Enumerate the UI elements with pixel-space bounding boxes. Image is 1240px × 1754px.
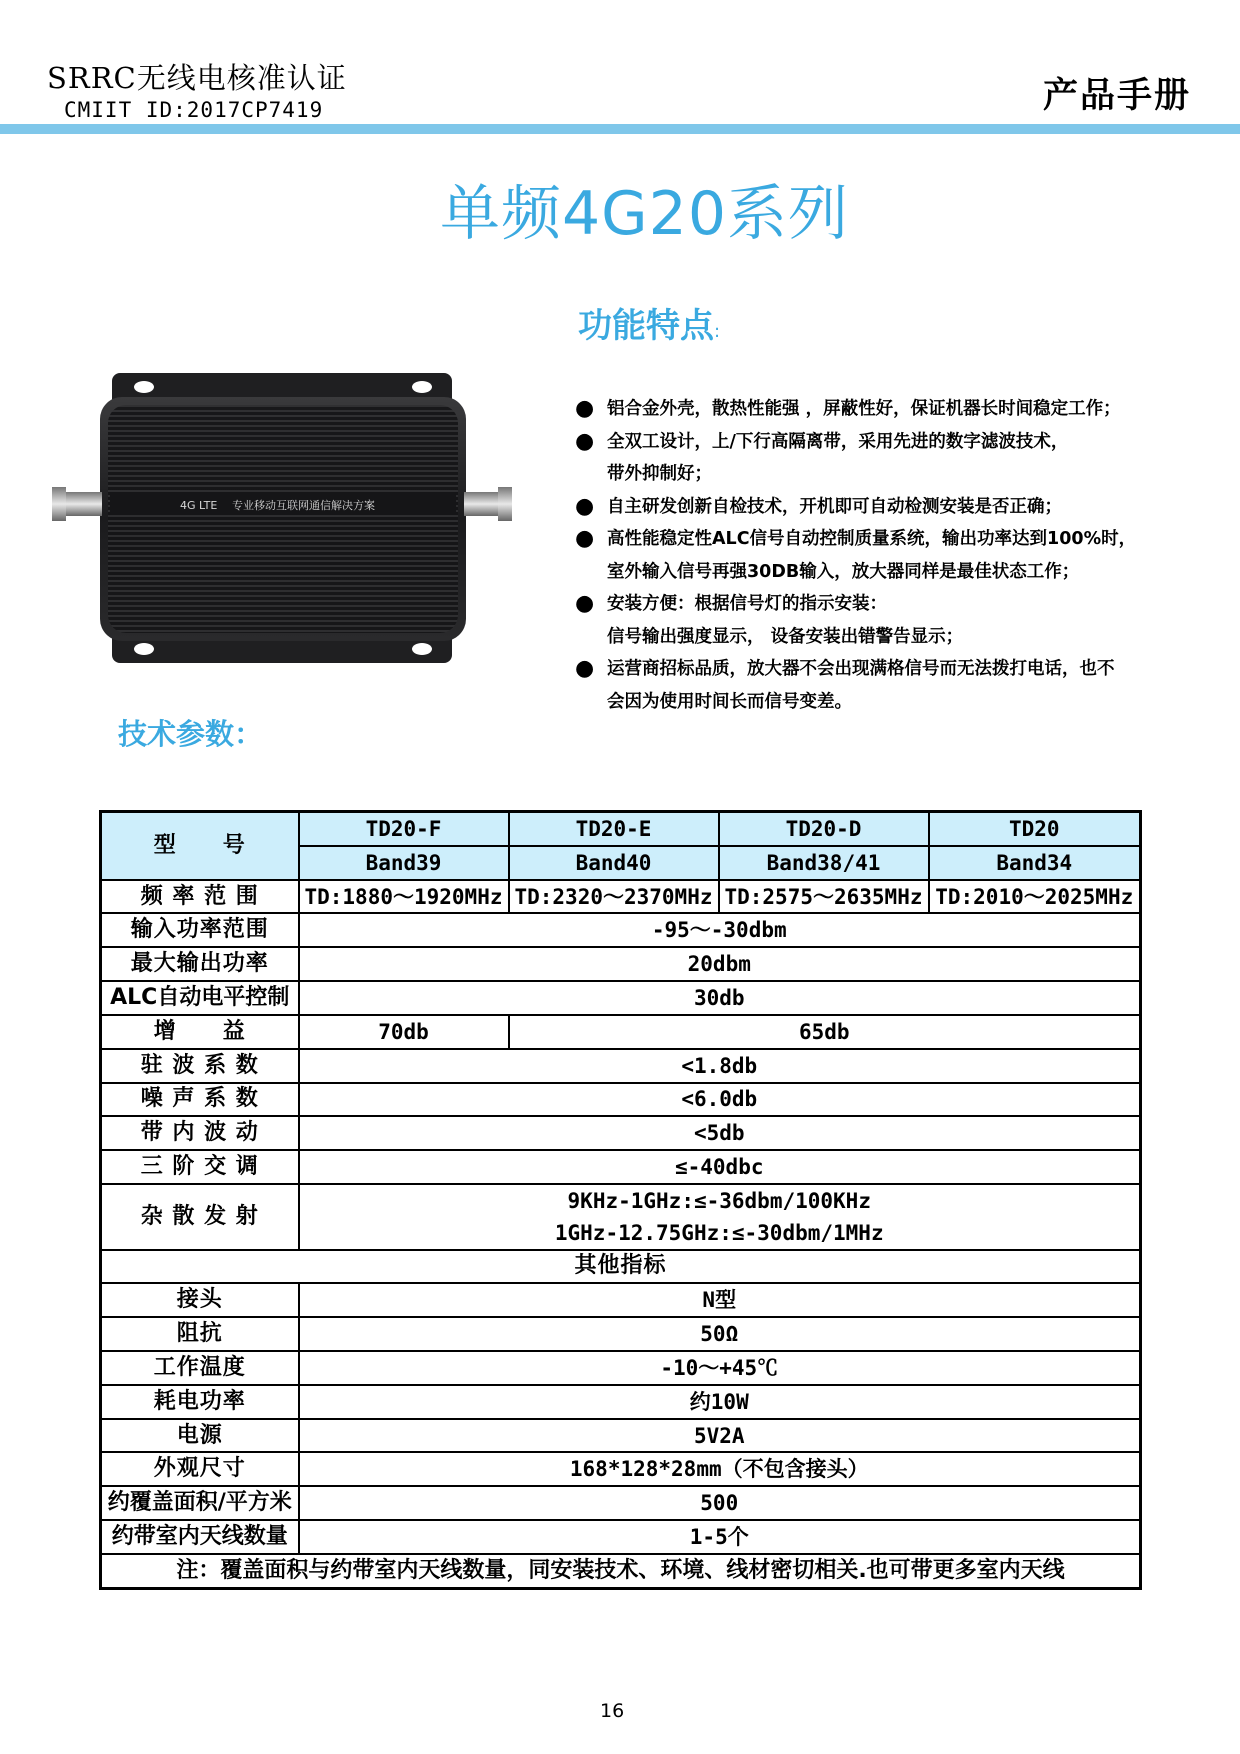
mount-hole (134, 643, 154, 655)
row-value: <6.0db (299, 1083, 1141, 1117)
table-row (101, 1452, 1141, 1486)
feature-item (575, 458, 1195, 491)
row-value: -95～-30dbm (299, 913, 1141, 947)
row-label: 增 益 (101, 1015, 299, 1049)
row-value: -10～+45℃ (299, 1351, 1141, 1385)
table-row (101, 1351, 1141, 1385)
mount-hole (134, 381, 154, 393)
feature-text: 带外抑制好； (607, 464, 712, 484)
heat-fins (108, 405, 458, 633)
feature-item (575, 621, 1195, 654)
row-value: <5db (299, 1116, 1141, 1150)
freq-cell: TD:2320～2370MHz (509, 880, 719, 914)
feature-item (575, 556, 1195, 589)
row-value: 20dbm (299, 947, 1141, 981)
device-slogan-label: 专业移动互联网通信解决方案 (232, 499, 375, 512)
row-label: 约带室内天线数量 (101, 1520, 299, 1554)
page-title: 单频4G20系列 (440, 179, 850, 249)
table-row (101, 880, 1141, 914)
row-label: 三 阶 交 调 (101, 1150, 299, 1184)
connector-left-nut (52, 487, 66, 521)
features-heading-text: 功能特点 (578, 306, 714, 346)
bullet-icon: ● (575, 428, 595, 454)
freq-cell: TD:2575～2635MHz (719, 880, 929, 914)
header-divider (0, 124, 1240, 134)
bullet-icon: ● (575, 656, 595, 681)
bullet-icon: ● (575, 396, 595, 421)
table-row (101, 1250, 1141, 1284)
cmiit-id: CMIIT ID:2017CP7419 (64, 98, 324, 122)
table-row (101, 1486, 1141, 1520)
table-row (101, 1015, 1141, 1049)
model-cell: TD20 (929, 812, 1141, 846)
model-cell: TD20-E (509, 812, 719, 846)
row-label: 电源 (101, 1419, 299, 1453)
connector-right-nut (498, 487, 512, 521)
page-number: 16 (600, 1700, 625, 1722)
table-note: 注：覆盖面积与约带室内天线数量，同安装技术、环境、线材密切相关.也可带更多室内天线 (101, 1554, 1141, 1589)
row-label: 杂 散 发 射 (101, 1184, 299, 1250)
row-value: ≤-40dbc (299, 1150, 1141, 1184)
table-row (101, 1520, 1141, 1554)
feature-item (575, 426, 1195, 459)
feature-text: 自主研发创新自检技术，开机即可自动检测安装是否正确； (607, 496, 1062, 517)
feature-text: 全双工设计，上/下行高隔离带，采用先进的数字滤波技术， (607, 431, 1069, 452)
features-heading-colon: : (714, 321, 721, 342)
row-label: 工作温度 (101, 1351, 299, 1385)
row-value: 9KHz-1GHz:≤-36dbm/100KHz (299, 1184, 1141, 1217)
feature-text: 会因为使用时间长而信号变差。 (607, 691, 852, 712)
feature-text: 铝合金外壳，散热性能强 ，屏蔽性好，保证机器长时间稳定工作； (607, 399, 1121, 419)
table-row (101, 1317, 1141, 1351)
feature-item (575, 393, 1195, 426)
feature-text: 室外输入信号再强30DB输入，放大器同样是最佳状态工作； (607, 561, 1080, 582)
model-cell: TD20-D (719, 812, 929, 846)
freq-cell: TD:2010～2025MHz (929, 880, 1141, 914)
table-row (101, 1150, 1141, 1184)
row-label: 带 内 波 动 (101, 1116, 299, 1150)
table-row (101, 1184, 1141, 1217)
bullet-icon: ● (575, 591, 595, 616)
band-cell: Band39 (299, 846, 509, 880)
table-row (101, 1554, 1141, 1589)
row-value: 500 (299, 1486, 1141, 1520)
feature-text: 运营商招标品质，放大器不会出现满格信号而无法拨打电话，也不 (607, 659, 1115, 679)
model-label: 型 号 (101, 812, 299, 880)
feature-item (575, 523, 1195, 556)
table-row (101, 1283, 1141, 1317)
band-cell: Band34 (929, 846, 1141, 880)
table-row (101, 981, 1141, 1015)
band-cell: Band38/41 (719, 846, 929, 880)
feature-item (575, 686, 1195, 719)
row-label: 噪 声 系 数 (101, 1083, 299, 1117)
row-label: 驻 波 系 数 (101, 1049, 299, 1083)
row-label: 最大输出功率 (101, 947, 299, 981)
row-value: <1.8db (299, 1049, 1141, 1083)
table-row (101, 1385, 1141, 1419)
row-value: 168*128*28mm（不包含接头） (299, 1452, 1141, 1486)
row-value: 30db (299, 981, 1141, 1015)
repeater-device-image (52, 365, 512, 670)
row-label: 输入功率范围 (101, 913, 299, 947)
spec-table (99, 810, 1142, 1590)
row-value: 约10W (299, 1385, 1141, 1419)
freq-cell: TD:1880～1920MHz (299, 880, 509, 914)
feature-text: 安装方便：根据信号灯的指示安装： (607, 594, 887, 614)
mount-hole (412, 643, 432, 655)
table-row (101, 913, 1141, 947)
features-heading (578, 298, 720, 347)
row-value: 50Ω (299, 1317, 1141, 1351)
row-value: 1GHz-12.75GHz:≤-30dbm/1MHz (299, 1217, 1141, 1250)
device-band-label: 4G LTE (180, 499, 218, 512)
band-cell: Band40 (509, 846, 719, 880)
bullet-icon: ● (575, 493, 595, 519)
feature-item (575, 653, 1195, 686)
feature-item (575, 588, 1195, 621)
row-label: 频 率 范 围 (101, 880, 299, 914)
row-value: 5V2A (299, 1419, 1141, 1453)
table-row (101, 1419, 1141, 1453)
row-value: 65db (509, 1015, 1141, 1049)
mount-hole (412, 381, 432, 393)
tech-params-heading: 技术参数： (118, 717, 264, 751)
row-value: 1-5个 (299, 1520, 1141, 1554)
row-label: 接头 (101, 1283, 299, 1317)
row-label: 约覆盖面积/平方米 (101, 1486, 299, 1520)
table-row (101, 1049, 1141, 1083)
table-row (101, 1116, 1141, 1150)
table-row (101, 947, 1141, 981)
model-cell: TD20-F (299, 812, 509, 846)
other-specs-heading: 其他指标 (101, 1250, 1141, 1284)
row-label: ALC自动电平控制 (101, 981, 299, 1015)
row-label: 外观尺寸 (101, 1452, 299, 1486)
feature-text: 信号输出强度显示， 设备安装出错警告显示； (607, 626, 964, 647)
manual-title: 产品手册 (1042, 76, 1191, 116)
features-list (575, 393, 1195, 718)
feature-text: 高性能稳定性ALC信号自动控制质量系统，输出功率达到100%时， (607, 529, 1137, 549)
row-label: 阻抗 (101, 1317, 299, 1351)
table-row (101, 1083, 1141, 1117)
feature-item (575, 491, 1195, 524)
certification-text: SRRC无线电核准认证 (47, 61, 347, 95)
row-value: N型 (299, 1283, 1141, 1317)
bullet-icon: ● (575, 526, 595, 551)
row-label: 耗电功率 (101, 1385, 299, 1419)
row-value: 70db (299, 1015, 509, 1049)
table-row (101, 812, 1141, 846)
